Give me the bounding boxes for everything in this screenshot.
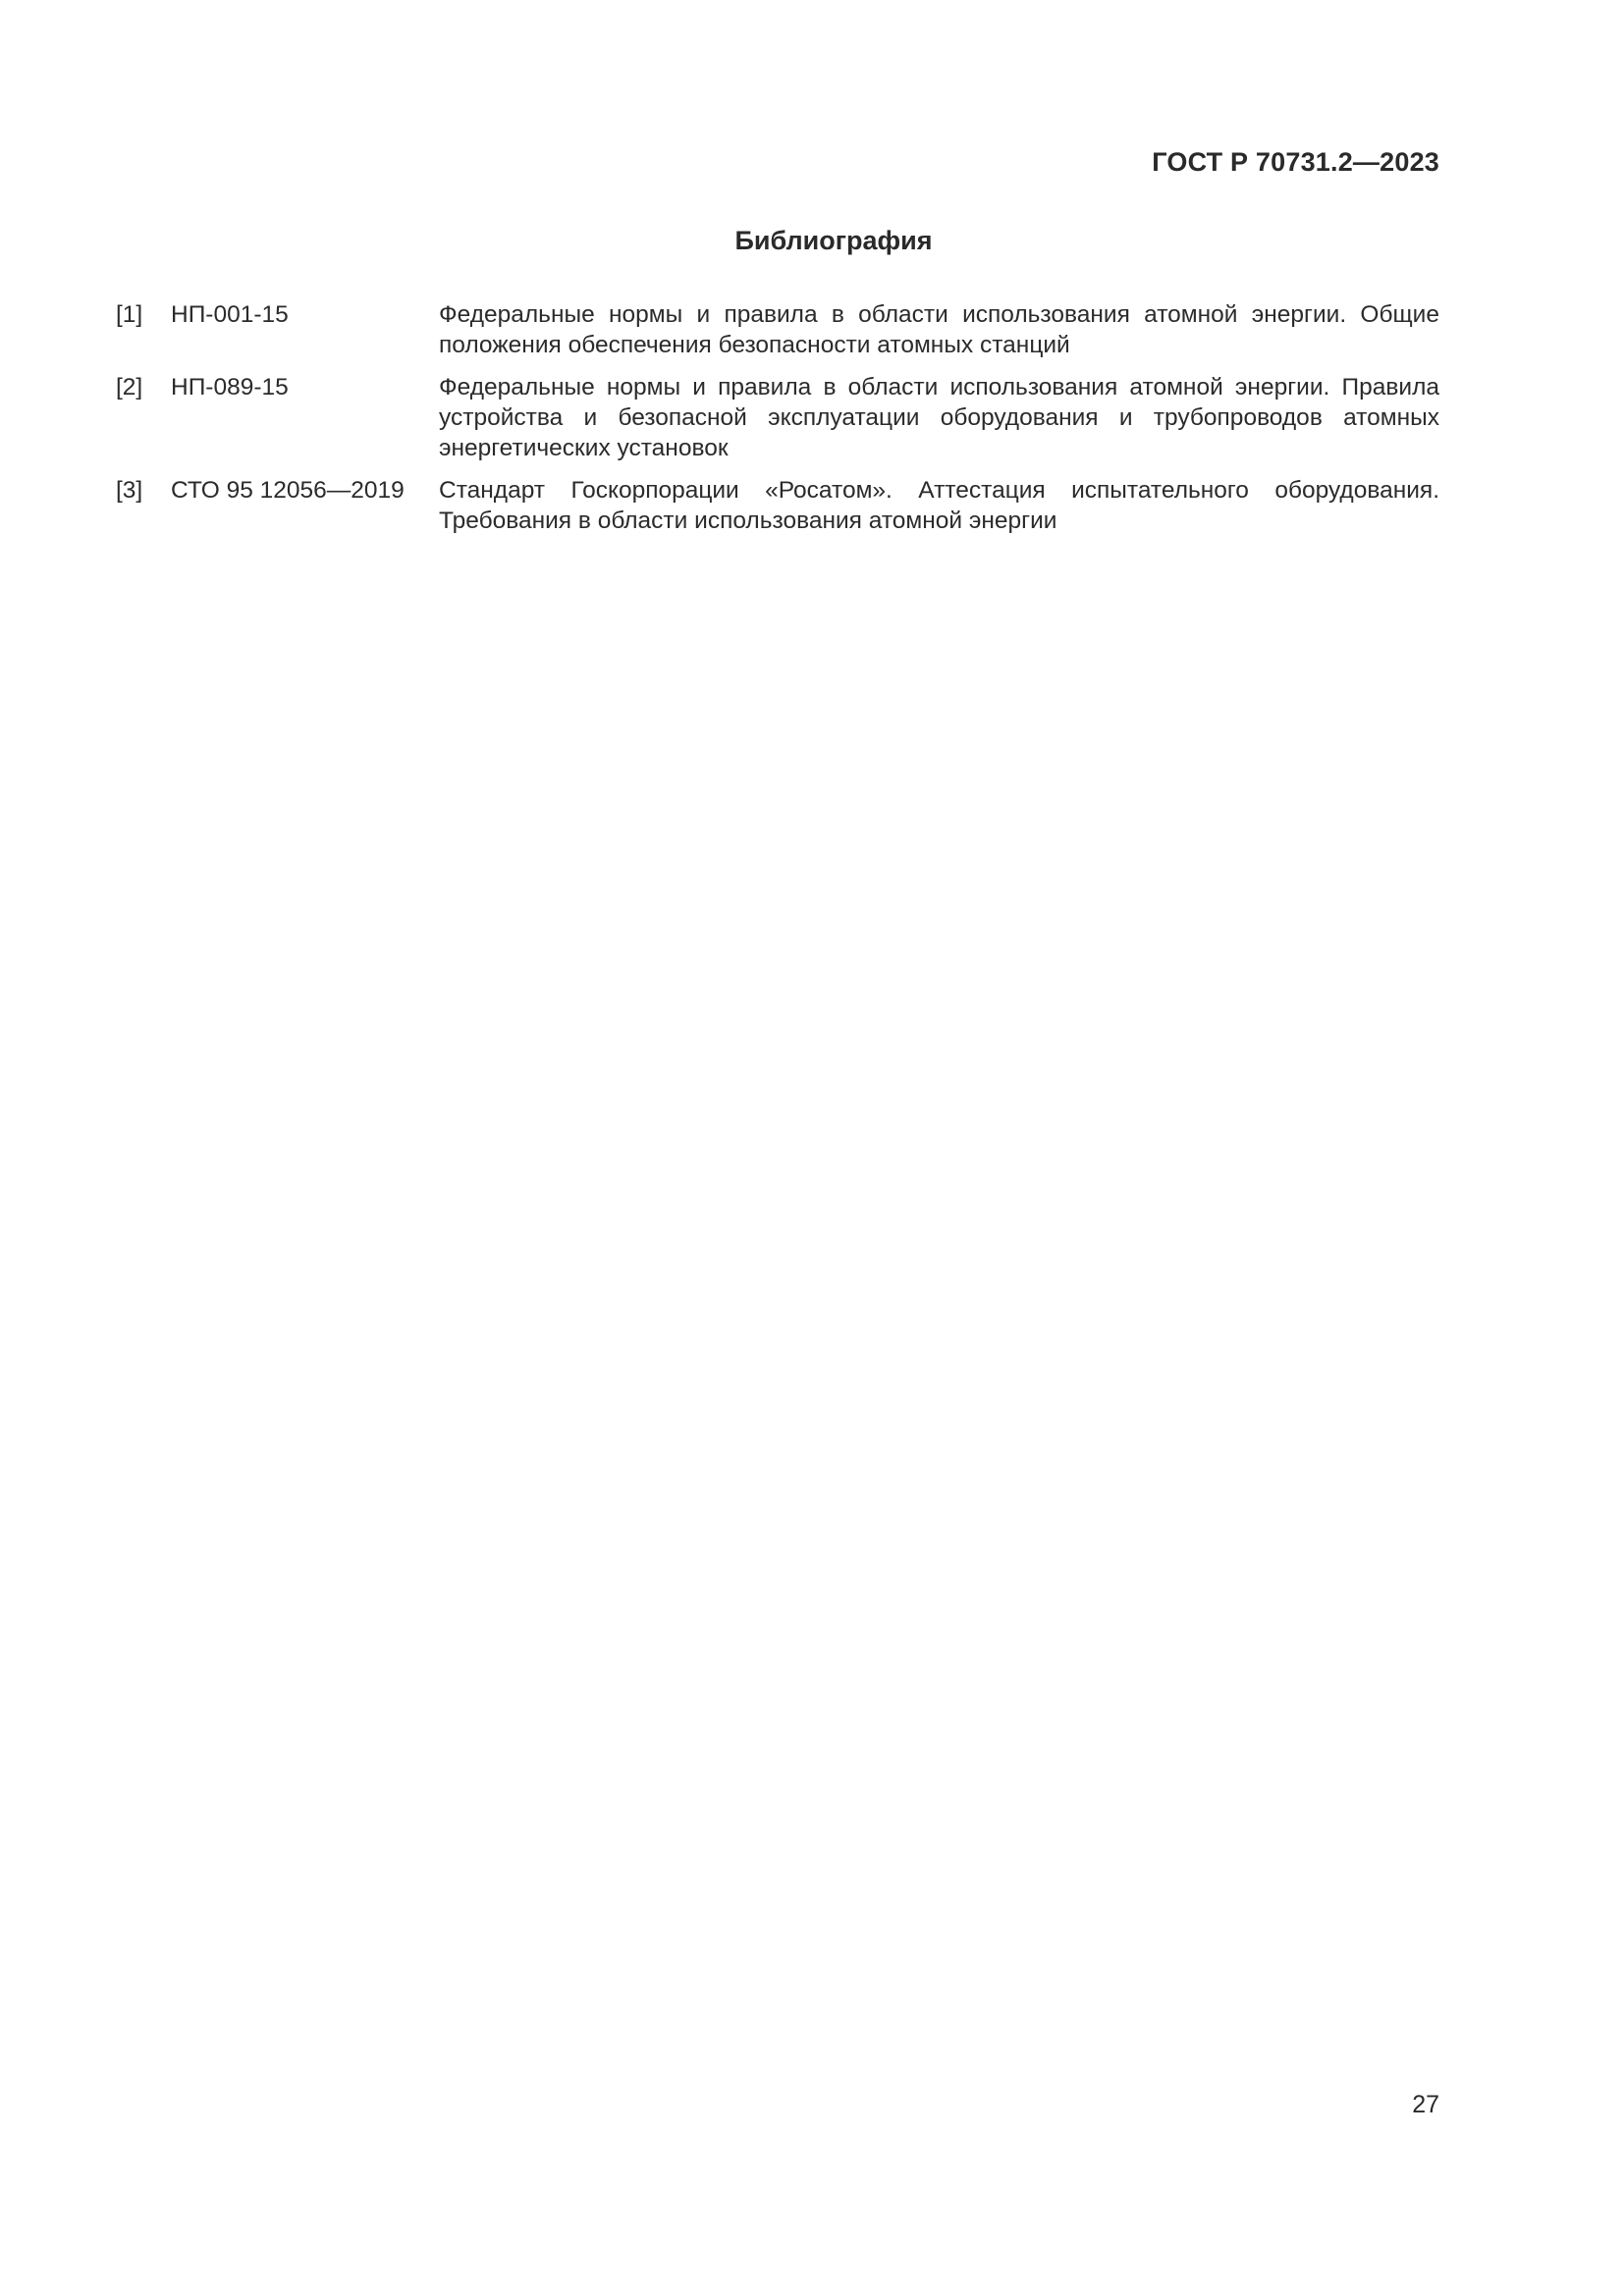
entry-description: Стандарт Госкорпорации «Росатом». Аттестация испытательного оборудования. Требования в области использования атомной энергии: [439, 477, 1439, 534]
document-code: ГОСТ Р 70731.2—2023: [1152, 147, 1439, 177]
bibliography-entry: [116, 372, 1439, 463]
entry-number: [2]: [116, 374, 143, 400]
entry-code: СТО 95 12056—2019: [171, 477, 405, 504]
entry-description: Федеральные нормы и правила в области использования атомной энергии. Правила устройства и безопасной эксплуатации оборудования и трубопроводов атомных энергетических установок: [439, 374, 1439, 461]
entry-number: [3]: [116, 477, 143, 504]
entry-code: НП-089-15: [171, 374, 289, 400]
section-title: Библиография: [734, 226, 933, 255]
entry-code: НП-001-15: [171, 301, 289, 328]
bibliography-entry: [116, 475, 1439, 536]
page-number: 27: [1412, 2091, 1439, 2118]
entry-number: [1]: [116, 301, 143, 328]
entry-description: Федеральные нормы и правила в области использования атомной энергии. Общие положения обеспечения безопасности атомных станций: [439, 301, 1439, 358]
bibliography-list: [116, 299, 1439, 548]
bibliography-entry: [116, 299, 1439, 360]
